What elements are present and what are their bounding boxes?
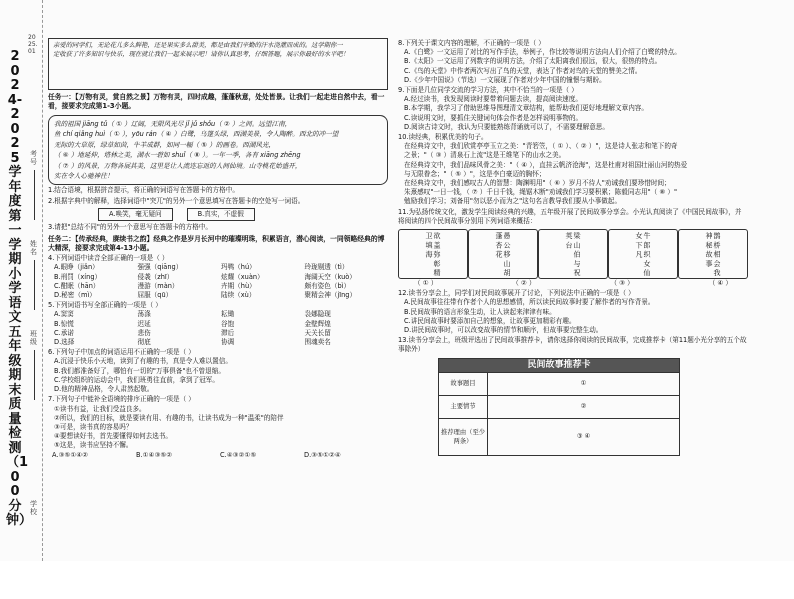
passage-line: 我的祖国 jiāng tǔ（ ① ）辽阔，无限风光尽 jǐ jǔ shǒu（ ② ）之间。远望江南， bbox=[54, 120, 292, 128]
option-cell: 围魂卖名 bbox=[304, 338, 331, 347]
option-a: A.经过读书，我发现阅读时要带着问题去读，提高阅读速度。 bbox=[404, 95, 582, 104]
intro-line: 亲爱的同学们，无论花儿多么鲜艳，还是果实多么甜美，都是由我们辛勤的汗水浇灌而成的。这学期你一 bbox=[53, 42, 343, 49]
option-cell: D.选择 bbox=[54, 338, 75, 347]
question-2: 2.根据字典中的解释，选择词语中"突兀"的另外一个意思填写在答题卡的空处写一词语。 bbox=[48, 196, 305, 205]
question-1: 1.结合语境，根据拼音提示，将正确的词语写在答题卡的方格中。 bbox=[48, 186, 239, 195]
row-label: 主要情节 bbox=[439, 396, 488, 418]
question-3: 3.请把"总结不同"的另外一个意思写在答题卡的方格中。 bbox=[48, 223, 213, 232]
recommendation-card bbox=[438, 358, 680, 456]
card-title: 民间故事推荐卡 bbox=[439, 359, 679, 372]
option-cell: A.窦窦 bbox=[54, 310, 74, 319]
blank-line bbox=[34, 260, 36, 310]
question-2-options bbox=[48, 208, 388, 221]
option-cell: 聚精会神（jīnɡ） bbox=[304, 291, 357, 300]
story-card: 愚 公 移 山 胡 蓬 杏 花 bbox=[468, 229, 538, 279]
question-4-options bbox=[48, 263, 388, 300]
option-cell: 悲伤 bbox=[137, 328, 151, 337]
option-cell: 颇有姿色（bì） bbox=[304, 281, 351, 290]
option-cell: 袅娜隐现 bbox=[304, 310, 331, 319]
question-5-options bbox=[48, 310, 388, 347]
question-10-body bbox=[398, 142, 748, 206]
blank-line bbox=[34, 170, 36, 220]
question-6-options bbox=[48, 357, 388, 394]
option-cell: 卉期（hù） bbox=[221, 281, 256, 290]
option-cell: 强强（qiānɡ） bbox=[137, 263, 183, 272]
option-cell: 迟延 bbox=[137, 319, 151, 328]
task-1-heading: 任务一：【万物有灵，赏自然之景】万物有灵，四时成趣，蓬蓬秋意，处处皆景。让我们一起走进自然中去，看一看，接要求完成第1-3小题。 bbox=[48, 93, 385, 110]
question-13: 13.读书分享会上，班级评选出了民间故事推荐卡，请你选择你阅读的民间故事，完成推荐卡（第11题小光分享的五个故事除外） bbox=[398, 336, 747, 354]
sentence: ③可是，读书真的容易吗？ bbox=[54, 422, 133, 431]
choice-a: A.③⑤①④② bbox=[52, 450, 89, 459]
option-b: B.本学期，我学习了借助思维导图理清文章结构，能帮助我们更好地理解文章内容。 bbox=[404, 104, 648, 113]
option-b[interactable]: B.真实，不虚假 bbox=[187, 208, 255, 221]
option-cell: 协调 bbox=[221, 338, 235, 347]
option-cell: 海阔天空（kuò） bbox=[304, 272, 356, 281]
option-a: A.沉浸于快乐小天地，读到了有趣的书，真是令人难以置信。 bbox=[54, 357, 232, 366]
question-5: 5.下列词语书写全部正确的一项是（ ） bbox=[48, 301, 162, 310]
reading-passage bbox=[48, 115, 388, 185]
passage-line: 鱼 chí qiǎnɡ huì（ ① ），yōu rán（ ④ ）白鹭，乌篷头绿，西湖美景，令人陶醉。西北的冲一望 bbox=[54, 130, 339, 139]
left-column bbox=[48, 0, 388, 561]
label-name: 姓名 bbox=[30, 240, 37, 256]
option-cell: 屈服（qū） bbox=[137, 291, 173, 300]
label-school: 学校 bbox=[30, 500, 37, 516]
fill-line: 在经典诗文中，我们欣赏亭亭玉立之美："青箬笠，（ ① ）、（ ② ）"，这是诗人张志和笔下的奇 bbox=[404, 142, 678, 151]
option-cell: 侵袭（zhī） bbox=[137, 272, 174, 281]
question-12: 12.读书分享会上，同学们对民间故事展开了讨论，下列说法中正确的一项是（ ） bbox=[398, 289, 635, 298]
option-cell: C.酣眠（hān） bbox=[54, 281, 100, 290]
option-cell: B.惊慌 bbox=[54, 319, 74, 328]
exam-title: 2024-2025学年度第一学期小学语文五年级期末质量检测（100分钟） bbox=[6, 49, 33, 528]
exam-date: 2025.01 bbox=[28, 34, 38, 55]
story-card: 欲 盖 弥 彰 精 卫 填 海 bbox=[398, 229, 468, 279]
table-row bbox=[439, 395, 679, 418]
option-cell: 玲珑剔透（tì） bbox=[304, 263, 349, 272]
passage-line: （ ⑦ ）的风景，万物各展其美，这里是让人流连忘返的人间仙境。山寺桃花始盛开， bbox=[54, 161, 302, 170]
blank-3[interactable]: （ ③ ） bbox=[610, 279, 634, 288]
sentence: ①读书有益，让我们受益良多。 bbox=[54, 404, 146, 413]
choice-d: D.③⑤①②④ bbox=[304, 450, 341, 459]
sentence: ④要想读好书，首先要懂得如何去选书。 bbox=[54, 432, 173, 441]
option-b: B.我们都准备好了，哪怕有一切的"万事俱备"也不曾退缩。 bbox=[54, 366, 225, 375]
option-cell: 谷饱 bbox=[221, 319, 235, 328]
option-cell: 炫耀（xuàn） bbox=[221, 272, 264, 281]
row-answer-field[interactable]: ① bbox=[580, 380, 587, 388]
story-card: 鹊 桥 相 会 我 神 秘 故 事 bbox=[678, 229, 748, 279]
question-7: 7.下列句子中能补全语境的排序正确的一项是（ ） bbox=[48, 395, 195, 404]
question-9: 9.下面是几位同学交流的学习方法，其中不恰当的一项是（ ） bbox=[398, 86, 578, 95]
option-cell: 耘锄 bbox=[221, 310, 235, 319]
option-cell: 漫游（màn） bbox=[137, 281, 179, 290]
option-a: A.民间故事往往带有作者个人的思想感情，所以读民间故事时要了解作者的写作背景。 bbox=[404, 298, 655, 307]
fill-line: 在经典诗文中，我们感叹古人的智慧：陶渊明用"（ ⑥ ）岁月不待人"劝诫我们要珍惜时间； bbox=[404, 179, 671, 188]
story-card: 梁 山 伯 与 祝 英 台 bbox=[538, 229, 608, 279]
option-c: C.读说明文时，要抓住关键词句体会作者是怎样说明事物的。 bbox=[404, 113, 583, 122]
row-label: 故事题目 bbox=[439, 373, 488, 395]
fill-line: 与无限眷念；"（ ⑤ ）"，这是李白豪迈的胸怀； bbox=[404, 169, 546, 178]
blank-4[interactable]: （ ④ ） bbox=[708, 279, 732, 288]
blank-2[interactable]: （ ② ） bbox=[512, 279, 536, 288]
option-c: C.讲民间故事时要添加自己的想象，让故事更加精彩有趣。 bbox=[404, 316, 576, 325]
option-cell: B.刑罚（xíng） bbox=[54, 272, 102, 281]
question-12-options bbox=[398, 298, 748, 335]
row-answer-field[interactable]: ② bbox=[580, 403, 587, 411]
blank-line bbox=[34, 350, 36, 400]
table-row bbox=[439, 418, 679, 455]
option-b: B.《太阳》一文运用了列数字的说明方法，介绍了太阳离我们很远，很大，很热的特点。 bbox=[404, 57, 662, 66]
question-7-choices bbox=[48, 451, 388, 460]
option-cell: C.承诺 bbox=[54, 328, 74, 337]
question-7-sentences bbox=[48, 405, 388, 451]
option-d: D.《少年中国说》（节选）一文展现了作者对少年中国的憧憬与期盼。 bbox=[404, 75, 606, 84]
option-c: C.学校组织的运动会中，我们班勇往直前，拿到了冠军。 bbox=[54, 375, 219, 384]
choice-b: B.①④③⑤② bbox=[136, 450, 173, 459]
option-cell: 荡涤 bbox=[137, 310, 151, 319]
option-cell: 陆续（xù） bbox=[221, 291, 256, 300]
fill-line: 在经典诗文中，我们品味风骨之美："（ ④ ），直挂云帆济沧海"，这是杜甫对祖国壮丽山河的热爱 bbox=[404, 160, 688, 169]
intro-box bbox=[48, 38, 388, 90]
option-a: A.《白鹭》一文运用了对比的写作手法，举例子，作比较等说明方法向人们介绍了白鹭的特点。 bbox=[404, 48, 681, 57]
passage-line: 实在令人心驰神往！ bbox=[54, 172, 114, 181]
question-8-options bbox=[398, 48, 748, 85]
option-cell: D.秘密（mì） bbox=[54, 291, 96, 300]
option-a[interactable]: A.唤笑，毫无疑问 bbox=[98, 208, 173, 221]
question-10: 10.读经典，积累优美的句子。 bbox=[398, 133, 488, 142]
question-6: 6.下列句子中加点的词语运用不正确的一项是（ ） bbox=[48, 348, 195, 357]
option-cell: 金壁辉煌 bbox=[304, 319, 331, 328]
story-card: 牛 郎 织 女 仙 女 下 凡 bbox=[608, 229, 678, 279]
option-d: D.讲民间故事时，可以改变故事的情节和顺序，但故事要完整生动。 bbox=[404, 326, 603, 335]
option-cell: 玛鸭（hú） bbox=[221, 263, 256, 272]
row-answer-field[interactable]: ③ ④ bbox=[576, 433, 591, 441]
question-8: 8.下列关于课文内容的理解，不正确的一项是（ ） bbox=[398, 39, 545, 47]
fill-line: 朱熹感叹"一日一钱，（ ⑦ ）千日千钱，绳锯木断"劝诫我们学习要积累；陈毅同志用"（ ⑧ ）" bbox=[404, 188, 678, 197]
passage-line: （ ⑥ ）地延伸，塔林之美，湖水一碧如 shuǐ（ ⑧ ）。一年一季，各有 xiānɡ zhēnɡ bbox=[54, 151, 301, 160]
table-row bbox=[439, 372, 679, 395]
sentence: ②所以，我们的目标，就是要读有用、有趣的书，让读书成为一种"温柔"的陪伴 bbox=[54, 413, 284, 422]
choice-c: C.④③②①⑤ bbox=[220, 450, 257, 459]
option-c: C.《鸟的天堂》中作者两次写出了鸟的天堂，表达了作者对鸟的天堂的赞美之情。 bbox=[404, 66, 642, 75]
question-4: 4.下列词语中读音全部正确的一项是（ ） bbox=[48, 254, 169, 263]
option-cell: 彻底 bbox=[137, 338, 151, 347]
passage-line: 无际的大草原，绿草如茵，牛羊成群，如同一幅（ ⑤ ）的画卷。西湖风光， bbox=[54, 140, 276, 149]
question-9-options bbox=[398, 95, 748, 132]
fill-line: 勉励我们学习；刘备用"勿以恶小而为之"这句名言教导我们要从小事做起。 bbox=[404, 197, 622, 206]
row-label: 推荐理由（至少两条） bbox=[439, 419, 488, 455]
option-cell: 天关长留 bbox=[304, 328, 331, 337]
label-exam-number: 考号 bbox=[30, 150, 37, 166]
intro-line: 定收获了许多知识与快乐，现在就让我们一起来展示吧！请你认真思考，仔细答题，展示你最好的水平吧！ bbox=[53, 50, 349, 58]
task-2-heading: 任务二：【传承经典，赓续书之韵】经典之作是岁月长河中的璀璨明珠，积累语言，潜心阅读，一同领略经典的博大精深，接要求完成第4-13小题。 bbox=[48, 235, 385, 253]
option-d: D.阅读古诗文时，我认为只要能熟练背诵就可以了，不需要理解意思。 bbox=[404, 122, 609, 131]
option-cell: A.眼睁（jiǎn） bbox=[54, 263, 99, 272]
label-class: 班级 bbox=[30, 330, 37, 346]
option-d: D.他的精神品格，令人肃然起敬。 bbox=[54, 385, 154, 394]
binding-margin bbox=[0, 0, 43, 561]
question-11: 11.为弘扬传统文化，激发学生阅读经典的兴趣，五年级开展了民间故事分享会。小光认真阅读了《中国民间故事》，并将阅读的四个民间故事分别用下列词语来概括： bbox=[398, 207, 742, 225]
blank-1[interactable]: （ ① ） bbox=[414, 279, 438, 288]
card-blanks bbox=[398, 279, 748, 288]
option-b: B.民间故事的语言形象生动，让人读起来津津有味。 bbox=[404, 307, 556, 316]
right-column bbox=[398, 0, 748, 599]
fill-line: 之景；"（ ③ ）清泉石上流"这是王维笔下的山水之美。 bbox=[404, 151, 566, 160]
story-cards bbox=[398, 229, 748, 279]
option-cell: 滞后 bbox=[221, 328, 235, 337]
sentence: ⑤这是，读书应坚持不懈。 bbox=[54, 441, 133, 450]
